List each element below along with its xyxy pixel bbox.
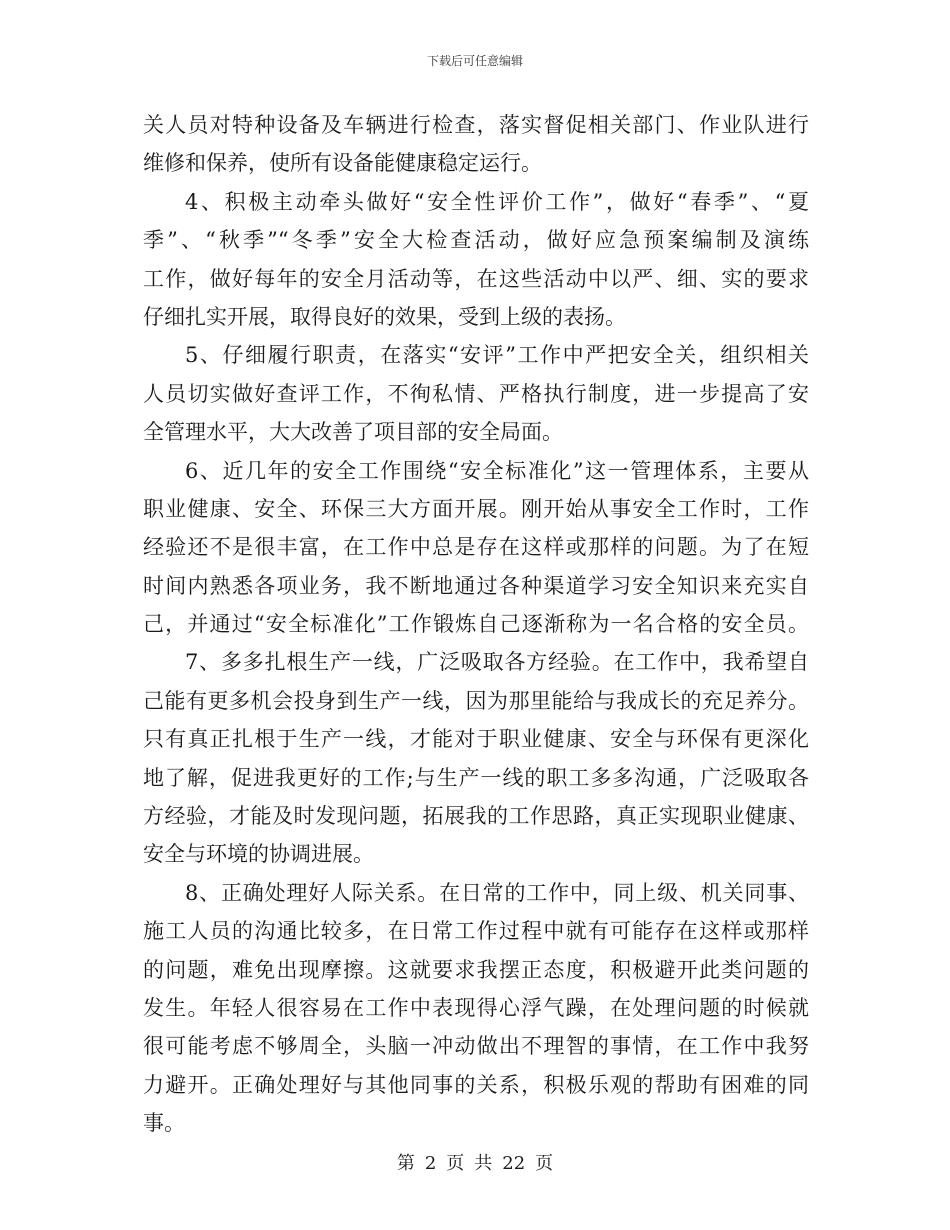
text-line: 仔细扎实开展，取得良好的效果，受到上级的表扬。	[143, 304, 626, 329]
text-line: 很可能考虑不够周全，头脑一冲动做出不理智的事情，在工作中我努	[143, 1034, 809, 1059]
page-number-prefix: 第	[396, 1153, 415, 1174]
document-body	[143, 106, 809, 1143]
page-total-unit: 页	[535, 1153, 554, 1174]
text-line: 5、仔细履行职责，在落实“安评”工作中严把安全关，组织相关	[185, 343, 809, 368]
text-line: 方经验，才能及时发现问题，拓展我的工作思路，真正实现职业健康、	[143, 804, 809, 829]
text-line: 时间内熟悉各项业务，我不断地通过各种渠道学习安全知识来充实自	[143, 573, 809, 598]
text-line: 力避开。正确处理好与其他同事的关系，积极乐观的帮助有困难的同	[143, 1072, 809, 1097]
text-line: 施工人员的沟通比较多，在日常工作过程中就有可能存在这样或那样	[143, 919, 809, 944]
page-footer	[0, 1152, 950, 1176]
text-line: 关人员对特种设备及车辆进行检查，落实督促相关部门、作业队进行	[143, 113, 809, 137]
text-line: 6、近几年的安全工作围绕“安全标准化”这一管理体系，主要从	[185, 458, 809, 483]
page-number-current: 2	[424, 1153, 437, 1174]
text-line: 安全与环境的协调进展。	[143, 842, 374, 867]
text-line: 地了解，促进我更好的工作;与生产一线的职工多多沟通，广泛吸取各	[143, 765, 809, 790]
text-line: 工作，做好每年的安全月活动等，在这些活动中以严、细、实的要求	[143, 266, 809, 291]
text-line: 维修和保养，使所有设备能健康稳定运行。	[143, 151, 542, 176]
text-line: 的问题，难免出现摩擦。这就要求我摆正态度，积极避开此类问题的	[143, 957, 809, 982]
text-line: 4、积极主动牵头做好“安全性评价工作”，做好“春季”、“夏	[185, 189, 809, 214]
text-line: 8、正确处理好人际关系。在日常的工作中，同上级、机关同事、	[185, 880, 809, 905]
text-line: 全管理水平，大大改善了项目部的安全局面。	[143, 420, 563, 445]
text-line: 发生。年轻人很容易在工作中表现得心浮气躁，在处理问题的时候就	[143, 995, 809, 1020]
text-line: 7、多多扎根生产一线，广泛吸取各方经验。在工作中，我希望自	[185, 650, 809, 675]
text-line: 经验还不是很丰富，在工作中总是存在这样或那样的问题。为了在短	[143, 535, 809, 560]
text-line: 职业健康、安全、环保三大方面开展。刚开始从事安全工作时，工作	[143, 496, 809, 521]
text-line: 只有真正扎根于生产一线，才能对于职业健康、安全与环保有更深化	[143, 727, 809, 752]
text-line: 事。	[143, 1111, 185, 1136]
text-line: 季”、“秋季”“冬季”安全大检查活动，做好应急预案编制及演练	[143, 228, 809, 253]
text-line: 己，并通过“安全标准化”工作锻炼自己逐渐称为一名合格的安全员。	[143, 612, 809, 637]
page-header: 下载后可任意编辑	[426, 54, 523, 68]
text-line: 人员切实做好查评工作，不徇私情、严格执行制度，进一步提高了安	[143, 381, 809, 406]
page-number-unit: 页	[446, 1153, 465, 1174]
text-line: 己能有更多机会投身到生产一线，因为那里能给与我成长的充足养分。	[143, 688, 809, 713]
page-total-prefix: 共	[474, 1153, 493, 1174]
page-number-total: 22	[502, 1153, 526, 1174]
